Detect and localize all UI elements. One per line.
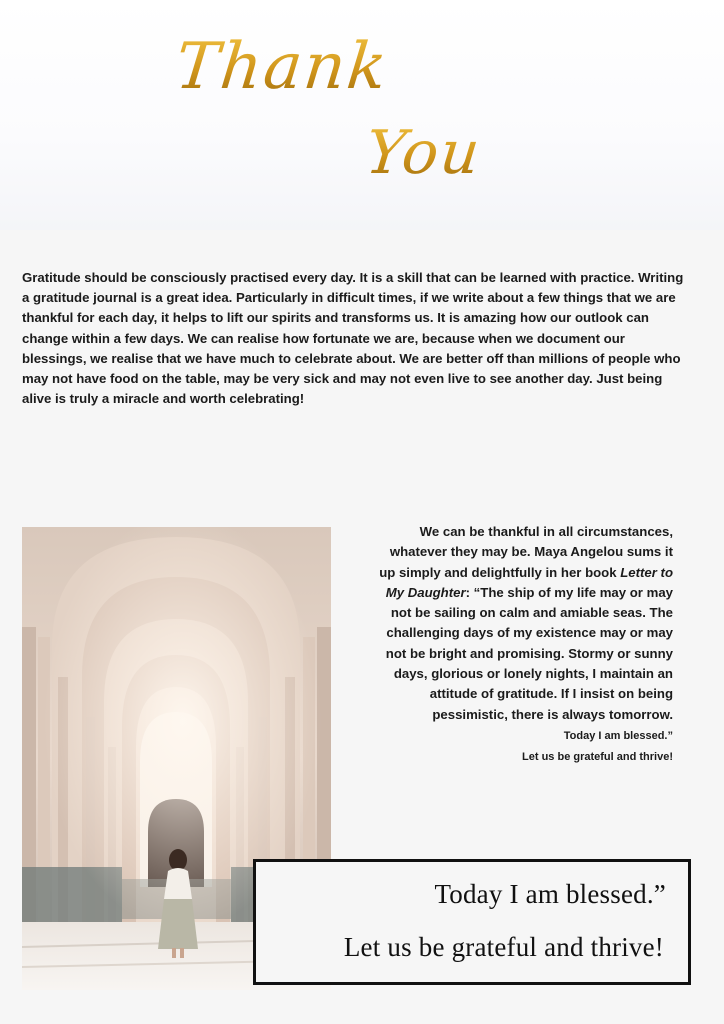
callout-line-1: Today I am blessed.” [434, 879, 666, 909]
callout-line-2: Let us be grateful and thrive! [343, 932, 664, 962]
quote-lead: We can be thankful in all circumstances, whatever they may be. Maya Angelou sums it up simply and delightfully in her book [379, 524, 673, 580]
title-you: You [362, 118, 485, 188]
quote-body: : “The ship of my life may or may not be sailing on calm and amiable seas. The challenging days of my existence may or may not be bright and promising. Stormy or sunny days, glorious or lonely nights, I maintain an attitude of gratitude. If I insist on being pessimistic, there is always tomorrow. [385, 584, 673, 722]
maya-angelou-quote [372, 522, 673, 767]
quote-closing-line2: Let us be grateful and thrive! [522, 750, 673, 763]
callout-box [253, 859, 691, 985]
quote-book-title: Letter to My Daughter [385, 564, 673, 600]
intro-paragraph: Gratitude should be consciously practised every day. It is a skill that can be learned with practice. Writing a gratitude journal is a great idea. Particularly in difficult times, if we write about a few things that we are thankful for each day, it helps to lift our spirits and transforms us. It is amazing how our outlook can change within a few days. We can realise how fortunate we are, because when we document our blessings, we realise that we have much to celebrate about. We are better off than millions of people who may not have food on the table, may be very sick and may not even live to see another day. Just being alive is truly a miracle and worth celebrating! [22, 270, 684, 407]
title-thank: Thank [172, 30, 392, 104]
header-banner [0, 0, 724, 230]
quote-closing-line1: Today I am blessed.” [563, 729, 673, 742]
